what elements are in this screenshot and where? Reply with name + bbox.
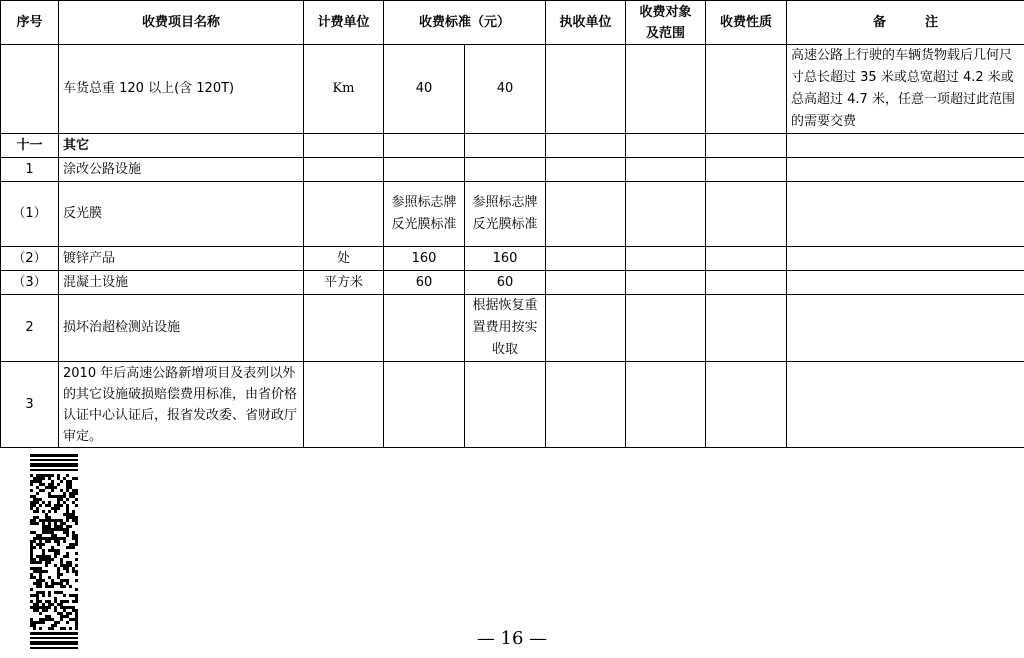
row-unit (304, 158, 384, 182)
row-collector (546, 271, 626, 295)
table-row (1, 295, 1024, 362)
row-seq: 1 (1, 158, 59, 182)
table-row (1, 45, 1024, 134)
row-remark (787, 271, 1024, 295)
row-unit: Km (304, 45, 384, 134)
header-seq: 序号 (1, 1, 59, 45)
row-std1 (384, 158, 465, 182)
row-std1 (384, 134, 465, 158)
row-seq: （2） (1, 247, 59, 271)
row-seq: 十一 (1, 134, 59, 158)
row-seq: （1） (1, 182, 59, 247)
row-scope (626, 134, 706, 158)
row-nature (706, 362, 787, 448)
header-collector: 执收单位 (546, 1, 626, 45)
table-row (1, 158, 1024, 182)
row-remark (787, 182, 1024, 247)
row-name: 其它 (59, 134, 304, 158)
row-collector (546, 182, 626, 247)
row-scope (626, 295, 706, 362)
row-nature (706, 247, 787, 271)
row-collector (546, 247, 626, 271)
row-unit (304, 362, 384, 448)
table-row (1, 362, 1024, 448)
row-nature (706, 271, 787, 295)
row-remark (787, 158, 1024, 182)
row-scope (626, 45, 706, 134)
row-remark: 高速公路上行驶的车辆货物载后几何尺寸总长超过 35 米或总宽超过 4.2 米或总高超过 4.7 米，任意一项超过此范围的需要交费 (787, 45, 1024, 134)
header-nature: 收费性质 (706, 1, 787, 45)
row-scope (626, 247, 706, 271)
row-collector (546, 45, 626, 134)
row-scope (626, 362, 706, 448)
row-nature (706, 182, 787, 247)
row-unit: 处 (304, 247, 384, 271)
row-collector (546, 295, 626, 362)
row-nature (706, 295, 787, 362)
row-nature (706, 158, 787, 182)
row-std2: 根据恢复重置费用按实收取 (465, 295, 546, 362)
row-name: 镀锌产品 (59, 247, 304, 271)
table-row (1, 271, 1024, 295)
row-scope (626, 182, 706, 247)
row-seq: 2 (1, 295, 59, 362)
row-std2 (465, 158, 546, 182)
row-collector (546, 362, 626, 448)
row-nature (706, 45, 787, 134)
row-std2: 60 (465, 271, 546, 295)
row-remark (787, 295, 1024, 362)
row-name: 车货总重 120 以上(含 120T) (59, 45, 304, 134)
row-nature (706, 134, 787, 158)
row-name: 涂改公路设施 (59, 158, 304, 182)
table-row (1, 247, 1024, 271)
row-unit (304, 134, 384, 158)
row-seq (1, 45, 59, 134)
header-remark: 备 注 (787, 1, 1024, 45)
row-std2: 参照标志牌反光膜标准 (465, 182, 546, 247)
row-std1 (384, 362, 465, 448)
row-seq: 3 (1, 362, 59, 448)
row-std2: 160 (465, 247, 546, 271)
row-collector (546, 134, 626, 158)
row-scope (626, 158, 706, 182)
row-std1: 60 (384, 271, 465, 295)
table-row (1, 182, 1024, 247)
row-remark (787, 362, 1024, 448)
header-name: 收费项目名称 (59, 1, 304, 45)
header-unit: 计费单位 (304, 1, 384, 45)
row-name: 2010 年后高速公路新增项目及表列以外的其它设施破损赔偿费用标准，由省价格认证中心认证后，报省发改委、省财政厅审定。 (59, 362, 304, 448)
row-unit: 平方米 (304, 271, 384, 295)
barcode-icon (30, 454, 78, 650)
row-std1 (384, 295, 465, 362)
row-name: 反光膜 (59, 182, 304, 247)
header-row (1, 1, 1024, 45)
row-unit (304, 182, 384, 247)
row-collector (546, 158, 626, 182)
row-unit (304, 295, 384, 362)
header-standard: 收费标准（元） (384, 1, 546, 45)
row-std2: 40 (465, 45, 546, 134)
row-std2 (465, 362, 546, 448)
header-scope: 收费对象及范围 (626, 1, 706, 45)
row-std2 (465, 134, 546, 158)
row-remark (787, 247, 1024, 271)
row-name: 损坏治超检测站设施 (59, 295, 304, 362)
row-remark (787, 134, 1024, 158)
row-name: 混凝土设施 (59, 271, 304, 295)
row-std1: 160 (384, 247, 465, 271)
page-number: — 16 — (476, 628, 548, 649)
row-seq: （3） (1, 271, 59, 295)
table-row (1, 134, 1024, 158)
row-std1: 40 (384, 45, 465, 134)
row-std1: 参照标志牌反光膜标准 (384, 182, 465, 247)
row-scope (626, 271, 706, 295)
